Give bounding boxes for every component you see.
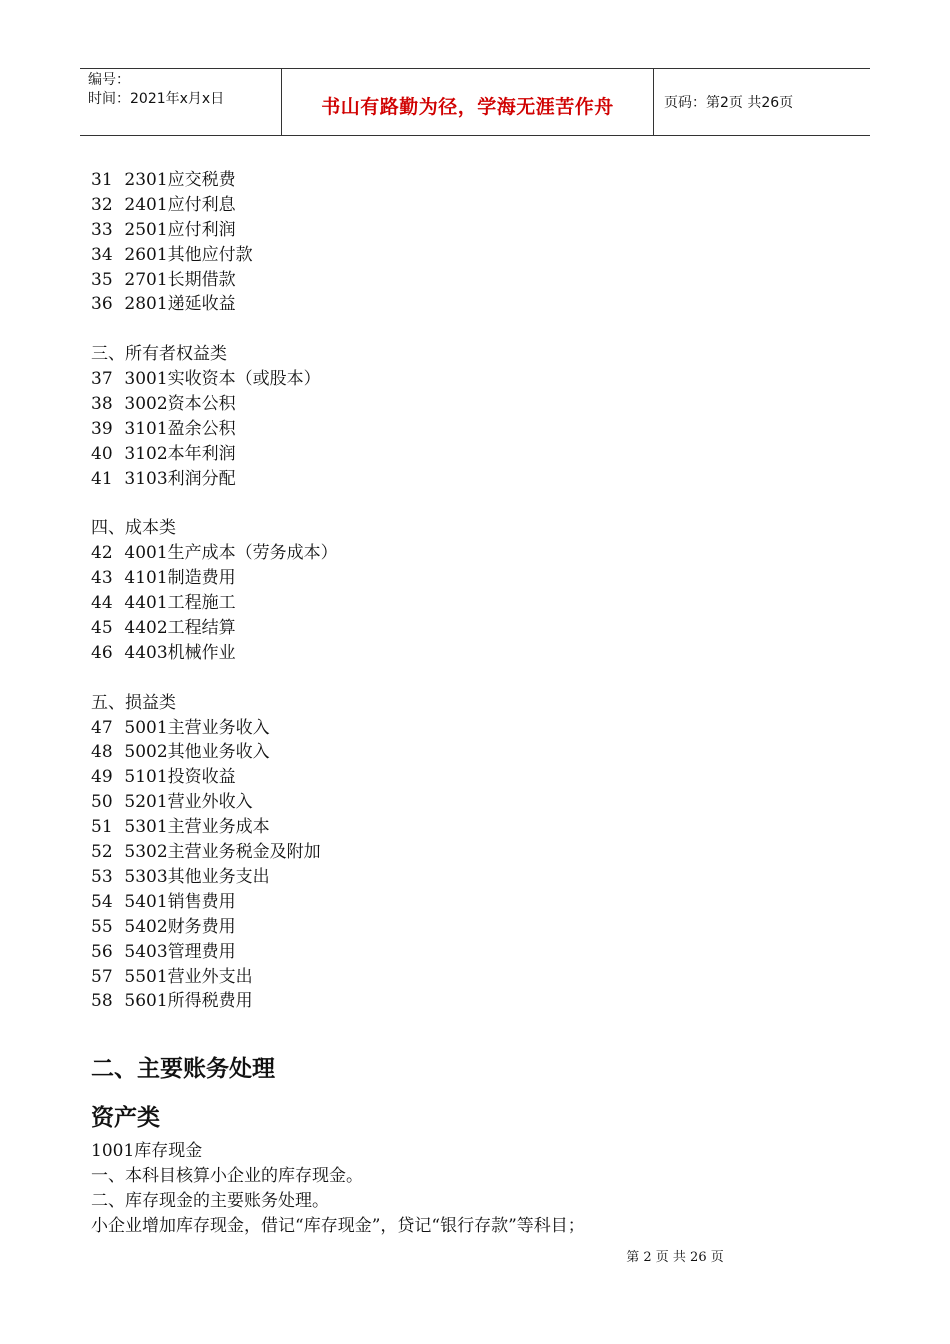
account-item: [91, 541, 871, 566]
account-code: 3002: [119, 394, 168, 415]
account-code: 3001: [119, 369, 168, 390]
account-item: [91, 168, 871, 193]
account-code: 2401: [119, 194, 168, 215]
date-label: 时间：2021年x月x日: [88, 91, 225, 107]
account-name: 其他应付款: [167, 244, 253, 265]
account-index: 58: [91, 991, 113, 1012]
account-index: 33: [91, 219, 113, 240]
account-name: 本年利润: [167, 443, 236, 464]
account-item: [91, 765, 871, 790]
account-item: [91, 193, 871, 218]
account-name: 生产成本（劳务成本）: [167, 543, 338, 564]
account-name: 投资收益: [167, 767, 236, 788]
account-item: [91, 840, 871, 865]
blank-line: [91, 666, 871, 691]
account-index: 31: [91, 170, 113, 190]
account-item: [91, 467, 871, 492]
account-name: 实收资本（或股本）: [167, 369, 321, 390]
account-name: 应付利润: [167, 219, 236, 240]
account-code: 5302: [119, 842, 168, 863]
account-code: 4401: [119, 593, 168, 614]
account-name: 所得税费用: [167, 991, 253, 1012]
account-name: 管理费用: [167, 941, 236, 962]
account-code: 5303: [119, 866, 168, 887]
motto: 书山有路勤为径，学海无涯苦作舟: [321, 95, 614, 118]
heading-sub: 资产类: [91, 1105, 160, 1131]
account-item: [91, 890, 871, 915]
account-name: 主营业务收入: [167, 717, 270, 738]
account-index: 43: [91, 568, 113, 589]
account-item: [91, 367, 871, 392]
account-item: [91, 417, 871, 442]
account-code: 5002: [119, 742, 168, 763]
account-name: 工程施工: [167, 593, 236, 614]
account-code: 3102: [119, 443, 168, 464]
account-item: [91, 218, 871, 243]
account-code: 5101: [119, 767, 168, 788]
account-name: 机械作业: [167, 642, 236, 663]
account-index: 48: [91, 742, 113, 763]
account-code: 3103: [119, 468, 168, 489]
account-index: 47: [91, 717, 113, 738]
account-item: [91, 292, 871, 317]
account-code: 4101: [119, 568, 168, 589]
account-code: 5402: [119, 916, 168, 937]
account-index: 38: [91, 394, 113, 415]
account-code: 2601: [119, 244, 168, 265]
tail-line: 1001库存现金: [91, 1141, 203, 1161]
account-name: 营业外支出: [167, 966, 253, 987]
number-label: 编号：: [88, 72, 130, 88]
tail-text: [91, 1139, 871, 1239]
footer-page-number: 第 2 页 共 26 页: [626, 1250, 724, 1265]
tail-line: 小企业增加库存现金，借记“库存现金”，贷记“银行存款”等科目；: [91, 1215, 585, 1236]
account-item: [91, 566, 871, 591]
account-index: 56: [91, 941, 113, 962]
account-item: [91, 616, 871, 641]
header-right-cell: [654, 69, 870, 135]
account-code: 4402: [119, 618, 168, 639]
account-item: [91, 716, 871, 741]
section-title: 五、损益类: [91, 692, 176, 713]
account-index: 50: [91, 792, 113, 813]
account-index: 34: [91, 244, 113, 265]
account-name: 应付利息: [167, 194, 236, 215]
account-code: 2301: [119, 170, 168, 190]
account-index: 42: [91, 543, 113, 564]
account-name: 销售费用: [167, 891, 236, 912]
account-name: 工程结算: [167, 618, 236, 639]
account-item: [91, 243, 871, 268]
account-code: 3101: [119, 418, 168, 439]
account-name: 资本公积: [167, 394, 236, 415]
account-item: [91, 392, 871, 417]
account-name: 应交税费: [167, 170, 236, 190]
account-index: 40: [91, 443, 113, 464]
account-name: 盈余公积: [167, 418, 236, 439]
account-index: 54: [91, 891, 113, 912]
account-name: 制造费用: [167, 568, 236, 589]
account-code: 5403: [119, 941, 168, 962]
account-name: 利润分配: [167, 468, 236, 489]
account-name: 长期借款: [167, 269, 236, 290]
account-index: 55: [91, 916, 113, 937]
account-name: 递延收益: [167, 294, 236, 315]
account-code: 5501: [119, 966, 168, 987]
account-index: 57: [91, 966, 113, 987]
account-item: [91, 442, 871, 467]
account-item: [91, 641, 871, 666]
account-item: [91, 815, 871, 840]
account-index: 53: [91, 866, 113, 887]
account-code: 4403: [119, 642, 168, 663]
account-index: 32: [91, 194, 113, 215]
account-index: 35: [91, 269, 113, 290]
account-item: [91, 940, 871, 965]
page-info: 页码：第2页 共26页: [664, 95, 794, 111]
blank-line: [91, 317, 871, 342]
account-name: 财务费用: [167, 916, 236, 937]
header-motto-cell: [282, 69, 654, 135]
header-left-cell: [80, 69, 282, 135]
account-code: 5001: [119, 717, 168, 738]
account-code: 2501: [119, 219, 168, 240]
account-item: [91, 591, 871, 616]
account-code: 5601: [119, 991, 168, 1012]
account-index: 46: [91, 642, 113, 663]
blank-line: [91, 492, 871, 517]
page-footer: [0, 1246, 950, 1265]
account-item: [91, 268, 871, 293]
account-code: 5201: [119, 792, 168, 813]
account-item: [91, 915, 871, 940]
account-code: 5301: [119, 817, 168, 838]
account-item: [91, 740, 871, 765]
account-index: 41: [91, 468, 113, 489]
account-name: 其他业务支出: [167, 866, 270, 887]
heading-main: 二、主要账务处理: [91, 1056, 275, 1082]
account-index: 39: [91, 418, 113, 439]
account-list: [91, 168, 871, 1014]
tail-line: 一、本科目核算小企业的库存现金。: [91, 1165, 363, 1186]
account-index: 36: [91, 294, 113, 315]
account-name: 主营业务税金及附加: [167, 842, 321, 863]
account-code: 2701: [119, 269, 168, 290]
page-header: [80, 68, 870, 136]
tail-line: 二、库存现金的主要账务处理。: [91, 1190, 329, 1211]
account-index: 44: [91, 593, 113, 614]
account-index: 51: [91, 817, 113, 838]
account-name: 主营业务成本: [167, 817, 270, 838]
account-name: 营业外收入: [167, 792, 253, 813]
account-name: 其他业务收入: [167, 742, 270, 763]
account-index: 45: [91, 618, 113, 639]
account-item: [91, 965, 871, 990]
account-item: [91, 989, 871, 1014]
account-item: [91, 865, 871, 890]
account-code: 4001: [119, 543, 168, 564]
account-code: 2801: [119, 294, 168, 315]
account-index: 37: [91, 369, 113, 390]
account-item: [91, 790, 871, 815]
section-title: 四、成本类: [91, 518, 176, 539]
account-index: 49: [91, 767, 113, 788]
account-index: 52: [91, 842, 113, 863]
section-title: 三、所有者权益类: [91, 344, 227, 365]
account-code: 5401: [119, 891, 168, 912]
